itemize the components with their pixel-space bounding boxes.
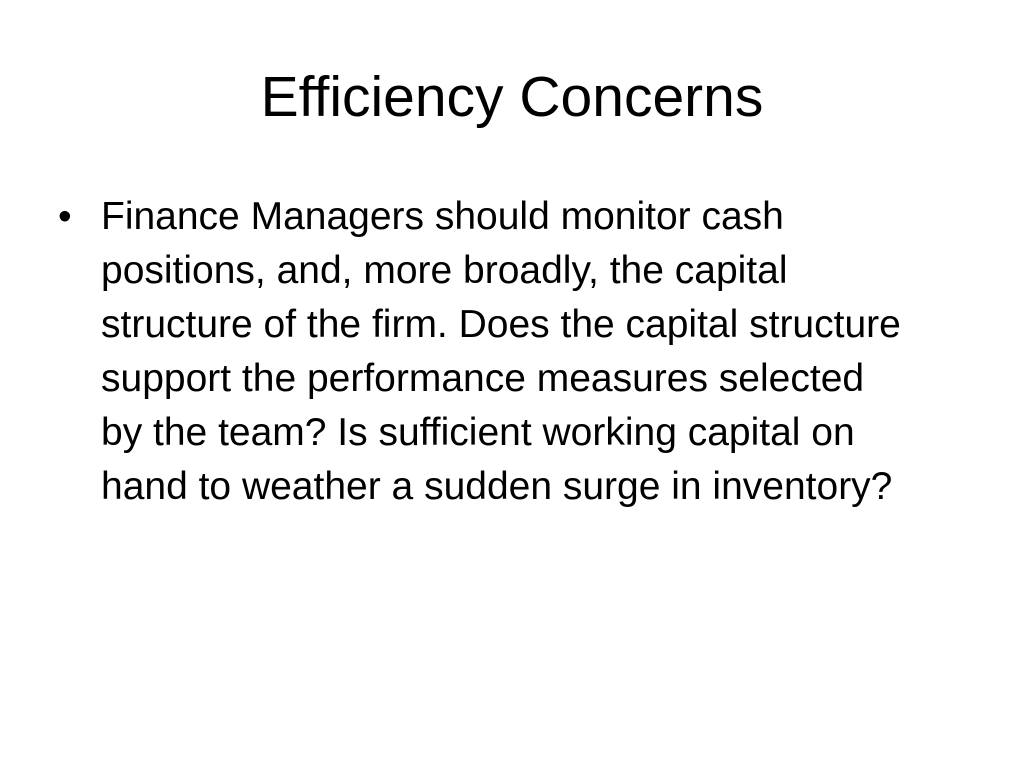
bullet-list [58,190,938,514]
bullet-marker: • [58,195,72,238]
bullet-text: Finance Managers should monitor cash positions, and, more broadly, the capital structure of the firm. Does the capital structure support the performance measures selected by the team? Is sufficient working capital on hand to weather a sudden surge in inventory? [101,195,901,508]
bullet-item [58,190,938,514]
slide-title: Efficiency Concerns [260,65,764,129]
